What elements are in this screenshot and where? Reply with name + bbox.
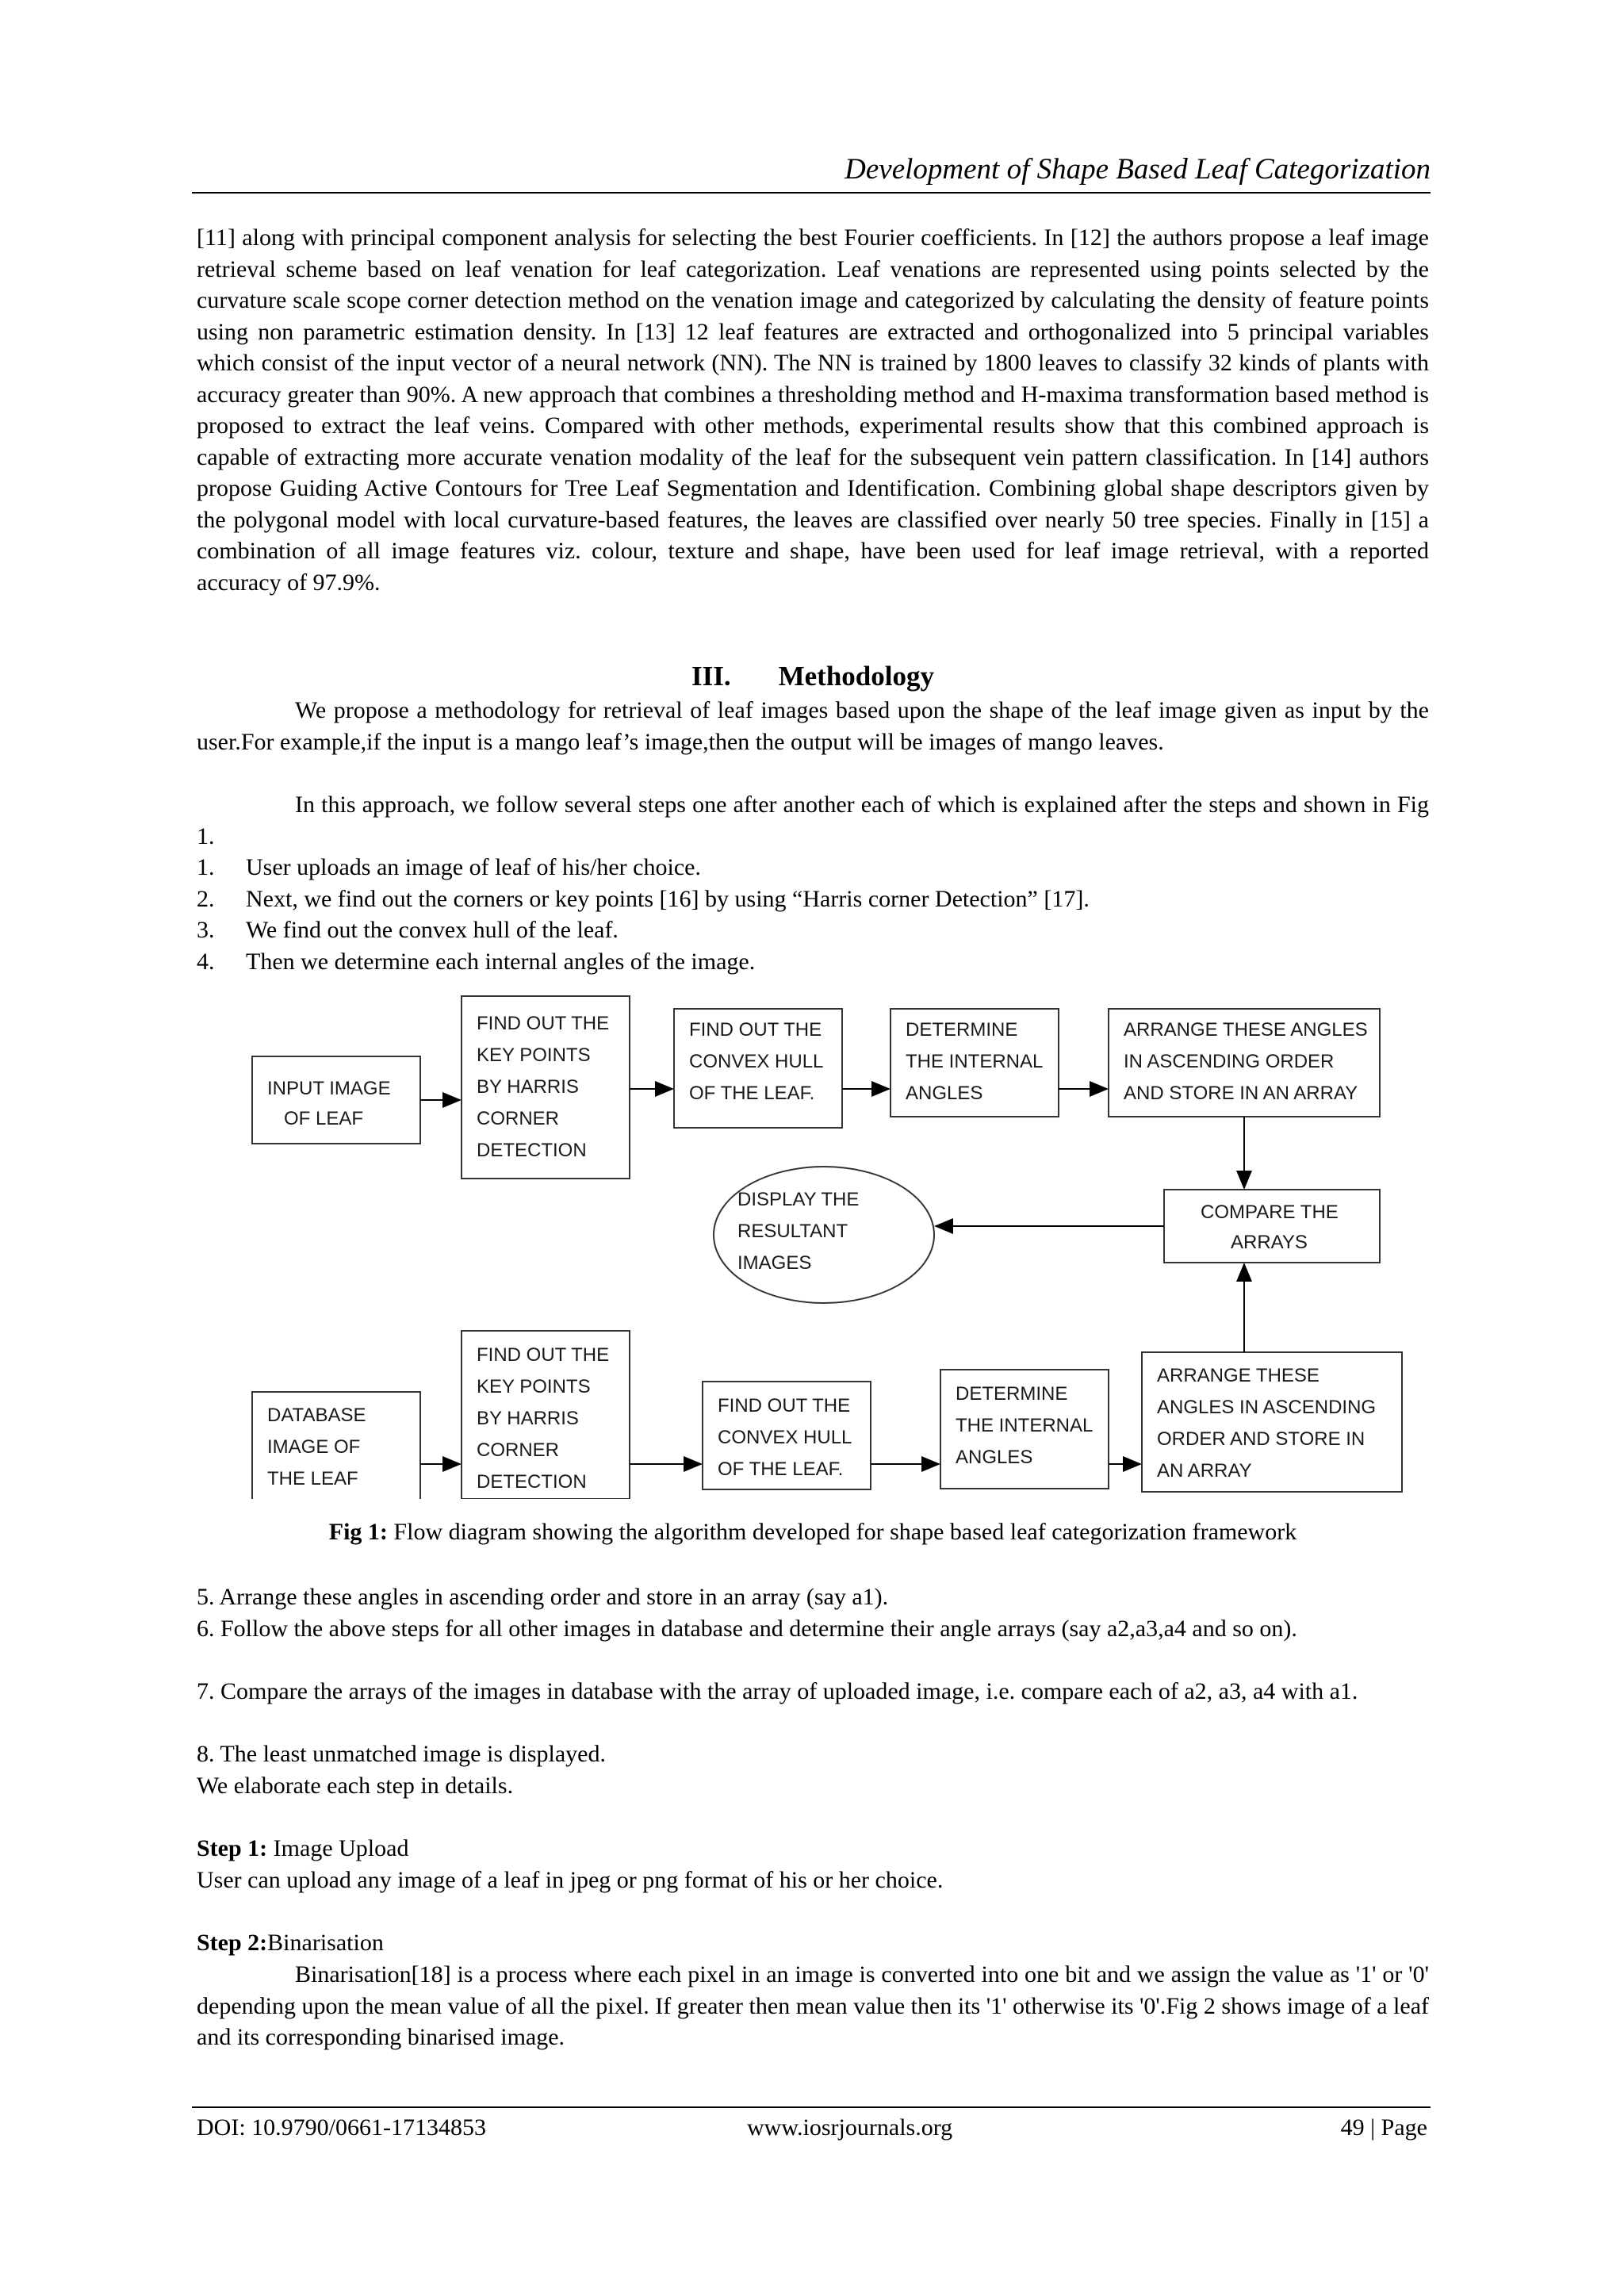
step-item: 1. User uploads an image of leaf of his/her choice. bbox=[197, 854, 701, 880]
box-label: DETERMINE bbox=[956, 1383, 1068, 1405]
step-line: 8. The least unmatched image is displayed. bbox=[197, 1741, 606, 1767]
box-label: ARRANGE THESE ANGLES bbox=[1124, 1019, 1368, 1041]
box-label: INPUT IMAGE bbox=[267, 1078, 391, 1099]
method-paragraph-2: In this approach, we follow several steps one after another each of which is explained after the steps and shown in Fig 1. bbox=[197, 792, 1429, 849]
ellipse-label: IMAGES bbox=[737, 1252, 812, 1274]
step-line: 7. Compare the arrays of the images in database with the array of uploaded image, i.e. compare each of a2, a3, a4 with a1. bbox=[197, 1678, 1358, 1704]
box-label: ANGLES bbox=[956, 1447, 1033, 1468]
footer-page: 49 | Page bbox=[1340, 2114, 1427, 2141]
top-input-box bbox=[252, 1056, 420, 1144]
box-label: IN ASCENDING ORDER bbox=[1124, 1051, 1335, 1072]
box-label: AND STORE IN AN ARRAY bbox=[1124, 1083, 1358, 1104]
box-label: FIND OUT THE bbox=[689, 1019, 822, 1041]
step1-text: User can upload any image of a leaf in jpeg or png format of his or her choice. bbox=[197, 1867, 944, 1893]
box-label: CORNER bbox=[477, 1108, 560, 1129]
header-rule bbox=[192, 192, 1431, 194]
box-label: DETECTION bbox=[477, 1140, 587, 1161]
step2-heading: Step 2:Binarisation bbox=[197, 1930, 384, 1956]
flow-diagram bbox=[238, 991, 1427, 1499]
box-label: CONVEX HULL bbox=[689, 1051, 824, 1072]
box-label: THE INTERNAL bbox=[956, 1415, 1094, 1436]
box-label: DETECTION bbox=[477, 1471, 587, 1493]
section-heading bbox=[197, 661, 1429, 692]
running-header: Development of Shape Based Leaf Categorization bbox=[845, 153, 1431, 186]
box-label: ANGLES bbox=[906, 1083, 983, 1104]
ellipse-label: RESULTANT bbox=[737, 1221, 848, 1242]
section-title: Methodology bbox=[778, 661, 934, 692]
box-label: OF THE LEAF. bbox=[718, 1458, 844, 1480]
box-label: KEY POINTS bbox=[477, 1045, 591, 1066]
ellipse-label: DISPLAY THE bbox=[737, 1189, 860, 1210]
step-line: 6. Follow the above steps for all other images in database and determine their angle arrays (say a2,a3,a4 and so on). bbox=[197, 1616, 1297, 1642]
step1-heading: Step 1: Image Upload bbox=[197, 1835, 409, 1861]
box-label: FIND OUT THE bbox=[718, 1395, 851, 1416]
box-label: KEY POINTS bbox=[477, 1376, 591, 1397]
box-label: ORDER AND STORE IN bbox=[1157, 1428, 1365, 1450]
intro-paragraph: [11] along with principal component analysis for selecting the best Fourier coefficients. In [12] the authors propose a leaf image retrieval scheme based on leaf venation for leaf categorization. Leaf venations are represented using points selected by the curvature scale scope corner detection method on the venation image and categorized by calculating the density of feature points using non parametric estimation density. In [13] 12 leaf features are extracted and orthogonalized into 5 principal variables which consist of the input vector of a neural network (NN). The NN is trained by 1800 leaves to classify 32 kinds of plants with accuracy greater than 90%. A new approach that combines a thresholding method and H-maxima transformation based method is proposed to extract the leaf veins. Compared with other methods, experimental results show that this combined approach is capable of extracting more accurate venation modality of the leaf for the subsequent vein pattern classification. In [14] authors propose Guiding Active Contours for Tree Leaf Segmentation and Identification. Combining global shape descriptors given by the polygonal model with local curvature-based features, the leaves are classified over nearly 50 tree species. Finally in [15] a combination of all image features viz. colour, texture and shape, have been used for leaf image retrieval, with a reported accuracy of 97.9%. bbox=[197, 224, 1429, 596]
step-line: We elaborate each step in details. bbox=[197, 1773, 514, 1799]
step-item: 3. We find out the convex hull of the leaf. bbox=[197, 917, 619, 943]
step-line: 5. Arrange these angles in ascending order and store in an array (say a1). bbox=[197, 1584, 889, 1610]
box-label: DATABASE bbox=[267, 1405, 366, 1426]
box-label: FIND OUT THE bbox=[477, 1344, 610, 1366]
box-label: FIND OUT THE bbox=[477, 1013, 610, 1034]
step-item: 2. Next, we find out the corners or key points [16] by using “Harris corner Detection” [17]. bbox=[197, 886, 1090, 912]
section-number: III. bbox=[691, 661, 731, 692]
box-label: IMAGE OF bbox=[267, 1436, 361, 1458]
box-label: BY HARRIS bbox=[477, 1076, 579, 1098]
footer-site: www.iosrjournals.org bbox=[747, 2114, 953, 2141]
step2-text: Binarisation[18] is a process where each pixel in an image is converted into one bit and we assign the value as '1' or '0' depending upon the mean value of all the pixel. If greater then mean value then its '1' otherwise its '0'.Fig 2 shows image of a leaf and its corresponding binarised image. bbox=[197, 1961, 1429, 2050]
method-paragraph-1: We propose a methodology for retrieval of leaf images based upon the shape of the leaf image given as input by the user.For example,if the input is a mango leaf’s image,then the output will be images of mango leaves. bbox=[197, 697, 1429, 755]
box-label: ARRANGE THESE bbox=[1157, 1365, 1320, 1386]
footer-doi: DOI: 10.9790/0661-17134853 bbox=[197, 2114, 486, 2141]
box-label: OF THE LEAF. bbox=[689, 1083, 815, 1104]
box-label: ARRAYS bbox=[1231, 1232, 1308, 1253]
box-label: THE LEAF bbox=[267, 1468, 358, 1489]
box-label: DETERMINE bbox=[906, 1019, 1018, 1041]
footer-rule bbox=[192, 2106, 1431, 2108]
box-label: ANGLES IN ASCENDING bbox=[1157, 1397, 1377, 1418]
box-label: CONVEX HULL bbox=[718, 1427, 852, 1448]
box-label: OF LEAF bbox=[284, 1108, 364, 1129]
box-label: AN ARRAY bbox=[1157, 1460, 1252, 1481]
step-item: 4. Then we determine each internal angles of the image. bbox=[197, 949, 756, 975]
box-label: CORNER bbox=[477, 1439, 560, 1461]
box-label: COMPARE THE bbox=[1201, 1202, 1339, 1223]
box-label: BY HARRIS bbox=[477, 1408, 579, 1429]
figure-caption: Fig 1: Flow diagram showing the algorithm developed for shape based leaf categorization framework bbox=[328, 1519, 1297, 1545]
box-label: THE INTERNAL bbox=[906, 1051, 1044, 1072]
